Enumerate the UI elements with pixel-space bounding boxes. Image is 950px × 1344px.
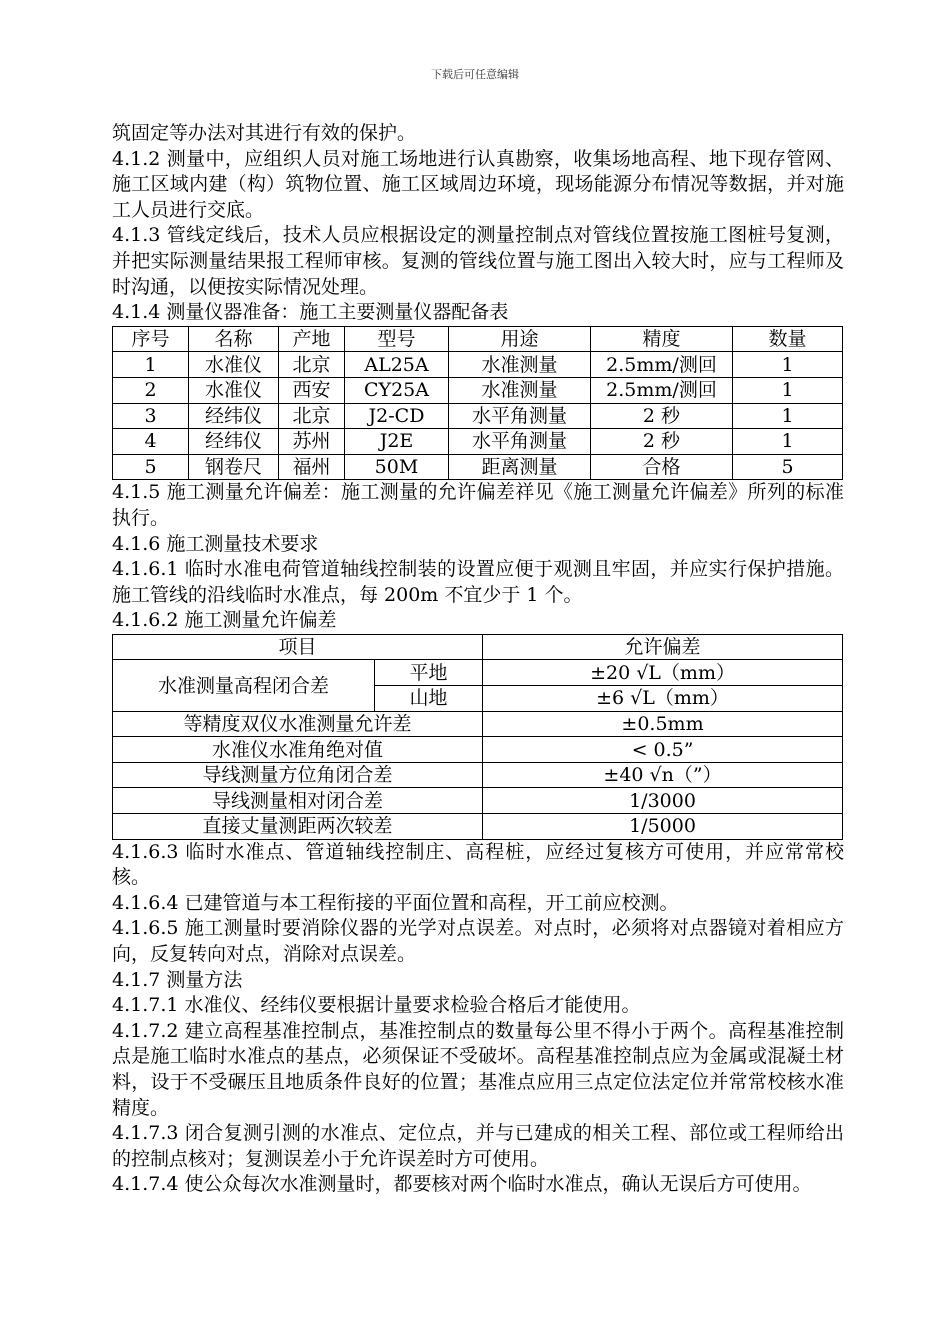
table-cell: 苏州 [279,429,345,455]
table-cell: 2 [113,377,189,403]
table-cell: 2.5mm/测回 [591,352,733,378]
table-cell: 北京 [279,352,345,378]
page-header: 下载后可任意编辑 [431,68,519,81]
paragraph: 4.1.6.3 临时水准点、管道轴线控制庄、高程桩，应经过复核方可使用，并应常常校核。 [112,840,844,889]
table-cell: ±0.5mm [483,711,843,737]
table-cell: 水准测量 [449,377,591,403]
table-cell: 水准仪 [189,377,279,403]
table-cell: AL25A [345,352,449,378]
table-cell: 3 [113,403,189,429]
table-row [113,814,843,840]
paragraph: 4.1.3 管线定线后，技术人员应根据设定的测量控制点对管线位置按施工图桩号复测，并把实际测量结果报工程师审核。复测的管线位置与施工图出入较大时，应与工程师及时沟通，以便按实际情况处理。 [112,224,844,298]
table-cell: 经纬仪 [189,403,279,429]
table-row [113,711,843,737]
table-cell: J2-CD [345,403,449,429]
table-cell: 1 [733,403,843,429]
table-cell: 水准测量 [449,352,591,378]
paragraph: 4.1.7.1 水准仪、经纬仪要根据计量要求检验合格后才能使用。 [112,994,641,1017]
table-cell: 水准仪 [189,352,279,378]
table-cell: 1 [733,429,843,455]
table-cell: 1 [113,352,189,378]
table-cell: 1/5000 [483,814,843,840]
table-cell: 水准测量高程闭合差 [113,660,375,711]
table-row [113,737,843,763]
header-cell: 精度 [591,326,733,352]
table-cell: 4 [113,429,189,455]
table-cell: 等精度双仪水准测量允许差 [113,711,483,737]
table-cell: 平地 [375,660,483,686]
paragraph: 4.1.6.1 临时水准电荷管道轴线控制装的设置应便于观测且牢固，并应实行保护措施。施工管线的沿线临时水准点，每 200m 不宜少于 1 个。 [112,558,844,606]
header-cell: 序号 [113,326,189,352]
table-cell: < 0.5” [483,737,843,763]
table-cell: 水平角测量 [449,429,591,455]
table-cell: 2 秒 [591,403,733,429]
table-cell: 距离测量 [449,454,591,480]
table-cell: 合格 [591,454,733,480]
table-row [113,788,843,814]
table-cell: 50M [345,454,449,480]
paragraph: 筑固定等办法对其进行有效的保护。 [112,122,417,144]
table-cell: 5 [113,454,189,480]
table-cell: 福州 [279,454,345,480]
paragraph: 4.1.7.2 建立高程基准控制点，基准控制点的数量每公里不得小于两个。高程基准控制点是施工临时水准点的基点，必须保证不受破坏。高程基准控制点应为金属或混凝土材料，设于不受碾压且地质条件良好的位置；基准点应用三点定位法定位并常常校核水准精度。 [112,1019,844,1119]
instrument-table [112,326,843,481]
table-cell: 5 [733,454,843,480]
paragraph: 4.1.6.2 施工测量允许偏差 [112,609,337,632]
table-cell: 山地 [375,686,483,712]
table-row [113,403,843,429]
table-cell: ±20 √L（mm） [483,660,843,686]
table-row [113,352,843,378]
table-cell: 水平角测量 [449,403,591,429]
document-body [112,121,844,1198]
header-cell: 项目 [113,634,483,660]
table-cell: 2.5mm/测回 [591,377,733,403]
tolerance-table [112,634,843,840]
table-row [113,762,843,788]
table-row [113,660,843,686]
table-cell: 西安 [279,377,345,403]
table-header-row [113,634,843,660]
table-header-row [113,326,843,352]
table-cell: 水准仪水准角绝对值 [113,737,483,763]
header-cell: 产地 [279,326,345,352]
table-cell: ±40 √n（”） [483,762,843,788]
table-row [113,454,843,480]
paragraph: 4.1.7.4 使公众每次水准测量时，都要核对两个临时水准点，确认无误后方可使用。 [112,1173,812,1196]
paragraph: 4.1.6 施工测量技术要求 [112,532,319,555]
table-cell: CY25A [345,377,449,403]
header-cell: 用途 [449,326,591,352]
table-row [113,429,843,455]
header-cell: 数量 [733,326,843,352]
paragraph: 4.1.5 施工测量允许偏差：施工测量的允许偏差祥见《施工测量允许偏差》所列的标准执行。 [112,481,844,529]
paragraph: 4.1.6.4 已建管道与本工程衔接的平面位置和高程，开工前应校测。 [112,891,679,914]
table-cell: 1 [733,377,843,403]
table-cell: 北京 [279,403,345,429]
table-cell: 经纬仪 [189,429,279,455]
table-cell: 直接丈量测距两次较差 [113,814,483,840]
header-cell: 名称 [189,326,279,352]
table-cell: 1/3000 [483,788,843,814]
paragraph: 4.1.4 测量仪器准备：施工主要测量仪器配备表 [112,301,509,324]
header-cell: 允许偏差 [483,634,843,660]
paragraph: 4.1.7.3 闭合复测引测的水准点、定位点，并与已建成的相关工程、部位或工程师给出的控制点核对；复测误差小于允许误差时方可使用。 [112,1122,844,1170]
table-cell: 1 [733,352,843,378]
paragraph: 4.1.6.5 施工测量时要消除仪器的光学对点误差。对点时，必须将对点器镜对着相应方向，反复转向对点，消除对点误差。 [112,917,844,965]
table-cell: 导线测量相对闭合差 [113,788,483,814]
table-row [113,377,843,403]
table-cell: 钢卷尺 [189,454,279,480]
paragraph: 4.1.2 测量中，应组织人员对施工场地进行认真勘察，收集场地高程、地下现存管网、施工区域内建（构）筑物位置、施工区域周边环境，现场能源分布情况等数据，并对施工人员进行交底。 [112,147,844,221]
header-cell: 型号 [345,326,449,352]
table-cell: J2E [345,429,449,455]
paragraph: 4.1.7 测量方法 [112,968,243,991]
table-cell: 2 秒 [591,429,733,455]
table-cell: ±6 √L（mm） [483,686,843,712]
table-cell: 导线测量方位角闭合差 [113,762,483,788]
